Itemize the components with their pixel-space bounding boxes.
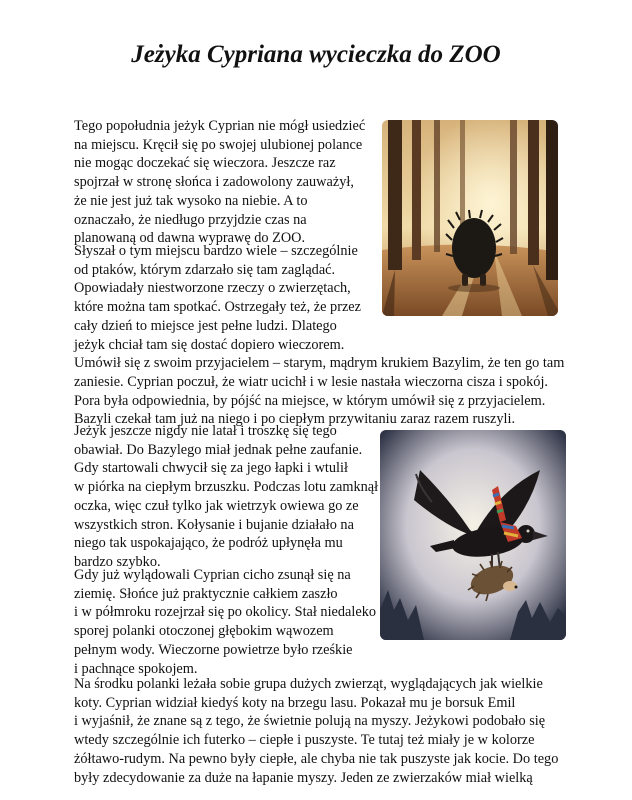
- text-line: od ptaków, którym zdarzało się tam zaglądać.: [74, 261, 336, 278]
- paragraph-4: [74, 566, 376, 678]
- text-line: Umówił się z swoim przyjacielem – starym, mądrym krukiem Bazylim, że ten go tam: [74, 355, 565, 372]
- text-line: i pachnące spokojem.: [74, 660, 198, 677]
- text-line: Tego popołudnia jeżyk Cyprian nie mógł usiedzieć: [74, 118, 366, 134]
- text-line: jeżyk chciał tam się dostać dopiero wieczorem.: [74, 336, 345, 353]
- hedgehog-in-forest-illustration: [382, 120, 558, 316]
- text-line: i w półmroku rozejrzał się po okolicy. Stał niedaleko: [74, 604, 377, 621]
- raven-carrying-hedgehog-illustration: [380, 430, 566, 640]
- text-line: Bazyli czekał tam już na niego i po ciepłym przywitaniu zaraz razem ruszyli.: [74, 411, 516, 428]
- text-line: cały dzień to miejsce jest pełne ludzi. Dlatego: [74, 317, 337, 334]
- text-line: oczka, więc czuł tylko jak wietrzyk owiewa go ze: [74, 497, 359, 514]
- text-line: wtedy szczególnie ich futerko – ciepłe i puszyste. Te tutaj też miały je w kolorze: [74, 732, 535, 749]
- text-line: bardzo szybko.: [74, 553, 161, 570]
- text-line: w piórka na ciepłym brzuszku. Podczas lotu zamknął: [74, 479, 379, 496]
- text-line: Gdy startowali chwycił się za jego łapki i wtulił: [74, 460, 348, 477]
- text-line: wszystkich stron. Kołysanie i bujanie działało na: [74, 516, 354, 533]
- text-line: spojrzał w stronę słońca i zadowolony zauważył,: [74, 174, 354, 191]
- text-line: zaniesie. Cyprian poczuł, że wiatr ucichł i w lesie nastała wieczorna cisza i spokój.: [74, 373, 548, 390]
- text-line: Na środku polanki leżała sobie grupa dużych zwierząt, wyglądających jak wielkie: [74, 676, 543, 692]
- text-line: Opowiadały niestworzone rzeczy o zwierzętach,: [74, 280, 351, 297]
- page-title: Jeżyka Cypriana wycieczka do ZOO: [131, 41, 501, 68]
- paragraph-3: [74, 422, 378, 572]
- text-line: planowaną od dawna wyprawę do ZOO.: [74, 230, 306, 247]
- text-line: które można tam spotkać. Ostrzegały też, że przez: [74, 299, 361, 316]
- text-line: koty. Cyprian widział kiedyś koty na brzegu lasu. Pokazał mu je borsuk Emil: [74, 694, 516, 711]
- paragraph-5: [74, 675, 558, 787]
- text-line: żółtawo-rudym. Na pewno były ciepłe, ale chyba nie tak puszyste jak kocie. Do tego: [74, 750, 559, 767]
- text-line: były zdecydowanie za duże na łapanie myszy. Jeden ze zwierzaków miał wielką: [74, 769, 533, 786]
- text-line: Pora była odpowiednia, by pójść na miejsce, w którym umówił się z przyjacielem.: [74, 392, 546, 409]
- text-line: Jeżyk jeszcze nigdy nie latał i troszkę się tego: [74, 423, 337, 439]
- paragraph-1: [74, 117, 365, 248]
- text-line: sporej polanki otoczonej głębokim wąwozem: [74, 623, 334, 640]
- text-line: nie mogąc doczekać się wieczora. Jeszcze raz: [74, 155, 336, 172]
- text-line: niego tak uspokajająco, że podróż upłynęła mu: [74, 535, 343, 552]
- text-line: i wyjaśnił, że znane są z tego, że świetnie polują na myszy. Jeżykowi podobało się: [74, 713, 546, 730]
- text-line: Gdy już wylądowali Cyprian cicho zsunął się na: [74, 567, 351, 583]
- text-line: ziemię. Słońce już praktycznie całkiem zaszło: [74, 585, 338, 602]
- text-line: obawiał. Do Bazylego miał jednak pełne zaufanie.: [74, 441, 363, 458]
- text-line: na miejscu. Kręcił się po swojej ulubionej polance: [74, 136, 363, 153]
- text-line: oznaczało, że niedługo przyjdzie czas na: [74, 211, 307, 228]
- text-line: pełnym wody. Wieczorne powietrze było rześkie: [74, 641, 353, 658]
- text-line: że nie jest już tak wysoko na niebie. A to: [74, 192, 308, 209]
- text-line: Słyszał o tym miejscu bardzo wiele – szczególnie: [74, 243, 358, 259]
